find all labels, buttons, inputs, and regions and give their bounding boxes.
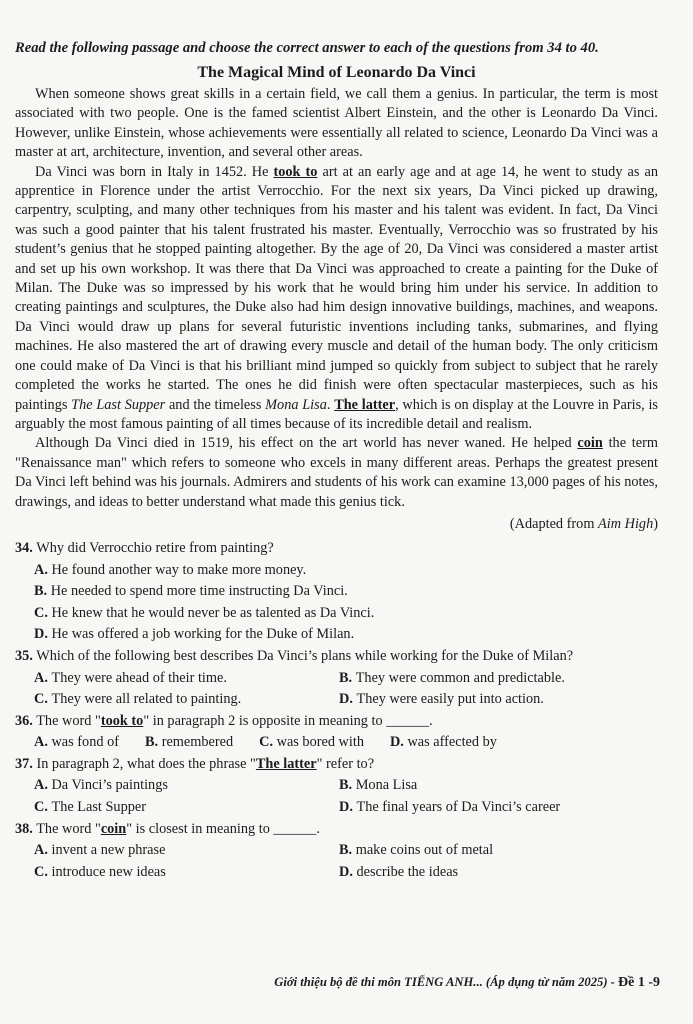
option-label: A. xyxy=(34,842,48,859)
option-label: B. xyxy=(144,734,159,751)
option-label: C. xyxy=(259,734,274,751)
exam-page xyxy=(15,38,658,883)
question-text-pre: In paragraph 2, what does the phrase " xyxy=(36,755,256,772)
p2-text-b: art at an early age and at age 14, he went to study as an apprentice in Florence under the artist Verrocchio. For the next six years, Da Vinci picked up drawing, carpentry, sculpting, and many other techniques from his master and his talent was evident. In fact, Da Vinci was such a good painter that his talent frustrated his master. Eventually, Verrocchio was so frustrated by his student’s genius that he stopped painting altogether. By the age of 20, Da Vinci was considered a master artist and set up his own workshop. It was there that Da Vinci was approached to create a painting for the Duke of Milan. The Duke was so impressed by his work that he would bring him under his service. In addition to creating paintings and sculptures, the Duke also had him design innovative buildings, machines, and weapons. Da Vinci would draw up plans for several futuristic inventions including tanks, submarines, and flying machines. He also mastered the art of drawing every muscle and detail of the human body. The only criticism one could make of Da Vinci is that his brilliant mind jumped so quickly from subject to subject that he rarely completed the works he started. The ones he did finish were often spectacular masterpieces, such as his paintings xyxy=(15,163,658,413)
instruction: Read the following passage and choose the correct answer to each of the questions from 34 to 40. xyxy=(15,40,599,56)
title-last-supper: The Last Supper xyxy=(71,396,166,413)
option-d[interactable] xyxy=(339,689,644,711)
option-text: was fond of xyxy=(51,734,119,751)
option-text: introduce new ideas xyxy=(51,863,166,880)
option-text: They were all related to painting. xyxy=(51,691,242,708)
option-text: They were common and predictable. xyxy=(355,669,565,686)
option-label: D. xyxy=(339,799,353,816)
underlined-coin: coin xyxy=(577,435,603,452)
p3-text-a: Although Da Vinci died in 1519, his effect on the art world has never waned. He helped xyxy=(35,435,578,452)
question-keyword: coin xyxy=(100,820,127,837)
footer-page-number: Đề 1 -9 xyxy=(618,975,660,990)
option-c[interactable] xyxy=(34,603,658,625)
option-label: D. xyxy=(339,691,353,708)
option-b[interactable] xyxy=(339,840,644,862)
question-keyword: The latter xyxy=(255,755,317,772)
page-footer xyxy=(230,975,660,991)
paragraph-1: When someone shows great skills in a certain field, we call them a genius. In particular, the term is most associated with two people. One is the famed scientist Albert Einstein, and the other is Leonardo Da Vinci. However, unlike Einstein, whose achievements were essentially all related to science, Leonardo Da Vinci was a master at art, architecture, invention, and several other areas. xyxy=(15,86,658,161)
question-text: Why did Verrocchio retire from painting? xyxy=(36,539,274,556)
option-text: They were easily put into action. xyxy=(356,691,544,708)
question-text-post: " is closest in meaning to ______. xyxy=(126,820,320,837)
option-a[interactable] xyxy=(34,560,658,582)
passage-title: The Magical Mind of Leonardo Da Vinci xyxy=(197,64,476,81)
option-text: The Last Supper xyxy=(51,799,146,816)
option-c[interactable] xyxy=(34,689,339,711)
title-mona-lisa: Mona Lisa xyxy=(265,396,327,413)
question-text-post: " refer to? xyxy=(316,755,375,772)
paragraph-3 xyxy=(15,434,658,512)
option-text: describe the ideas xyxy=(356,863,459,880)
source-prefix: (Adapted from xyxy=(509,515,599,532)
option-label: A. xyxy=(34,561,48,578)
question-number: 37. xyxy=(15,755,33,772)
option-text: Mona Lisa xyxy=(355,777,418,794)
option-text: was affected by xyxy=(407,734,497,751)
option-label: A. xyxy=(34,777,48,794)
option-text: remembered xyxy=(161,734,234,751)
option-a[interactable] xyxy=(34,775,339,797)
option-label: D. xyxy=(34,626,48,643)
question-keyword: took to xyxy=(100,712,144,729)
question-text-pre: The word " xyxy=(36,712,101,729)
option-label: B. xyxy=(339,669,353,686)
question-text-pre: The word " xyxy=(36,820,101,837)
question-37 xyxy=(15,754,658,819)
option-b[interactable] xyxy=(339,668,644,690)
question-number: 38. xyxy=(15,820,33,837)
option-label: A. xyxy=(34,734,48,751)
option-text: They were ahead of their time. xyxy=(51,669,227,686)
option-text: The final years of Da Vinci’s career xyxy=(356,799,561,816)
p2-text-c: and the timeless xyxy=(165,396,266,413)
p2-text-a: Da Vinci was born in Italy in 1452. He xyxy=(35,163,274,180)
option-a[interactable] xyxy=(34,668,339,690)
option-c[interactable] xyxy=(34,862,339,884)
option-text: was bored with xyxy=(276,734,364,751)
option-text: invent a new phrase xyxy=(51,842,166,859)
option-label: B. xyxy=(339,842,353,859)
question-number: 34. xyxy=(15,539,33,556)
option-c[interactable] xyxy=(259,732,364,754)
option-label: D. xyxy=(339,863,353,880)
question-number: 36. xyxy=(15,712,33,729)
question-text-post: " in paragraph 2 is opposite in meaning to ______. xyxy=(143,712,433,729)
option-label: C. xyxy=(34,604,48,621)
option-b[interactable] xyxy=(339,775,644,797)
option-text: make coins out of metal xyxy=(355,842,494,859)
option-d[interactable] xyxy=(34,624,658,646)
option-text: He knew that he would never be as talented as Da Vinci. xyxy=(51,604,375,621)
source-suffix: ) xyxy=(653,515,658,532)
option-a[interactable] xyxy=(34,840,339,862)
option-label: C. xyxy=(34,799,48,816)
question-36 xyxy=(15,711,658,754)
option-text: Da Vinci’s paintings xyxy=(51,777,168,794)
question-35 xyxy=(15,646,658,711)
question-34 xyxy=(15,538,658,646)
option-a[interactable] xyxy=(34,732,119,754)
option-text: He needed to spend more time instructing Da Vinci. xyxy=(50,583,348,600)
option-label: C. xyxy=(34,691,48,708)
option-text: He was offered a job working for the Duke of Milan. xyxy=(51,626,355,643)
option-label: B. xyxy=(34,583,48,600)
option-label: D. xyxy=(389,734,404,751)
paragraph-2 xyxy=(15,163,658,435)
question-38 xyxy=(15,819,658,884)
p2-text-e: , which is on display at the Louvre in Paris, is arguably the most famous painting of all times because of its incredible detail and realism. xyxy=(15,396,658,432)
p2-text-d: . xyxy=(326,396,335,413)
question-number: 35. xyxy=(15,647,33,664)
option-label: B. xyxy=(339,777,353,794)
option-label: C. xyxy=(34,863,48,880)
option-d[interactable] xyxy=(339,862,644,884)
source-citation xyxy=(15,514,658,534)
underlined-took-to: took to xyxy=(273,163,318,180)
option-label: A. xyxy=(34,669,48,686)
option-b[interactable] xyxy=(34,581,658,603)
option-d[interactable] xyxy=(339,797,644,819)
option-d[interactable] xyxy=(390,732,497,754)
option-text: He found another way to make more money. xyxy=(51,561,307,578)
option-b[interactable] xyxy=(145,732,233,754)
p3-text-b: the term "Renaissance man" which refers to someone who excels in many different areas. Perhaps the greatest present Da Vinci left behind was his journals. Admirers and students of his work can examine 13,000 pages of his notes, drawings, and ideas to better understand what made this genius tick. xyxy=(15,435,658,510)
footer-text: Giới thiệu bộ đề thi môn TIẾNG ANH... (Áp dụng từ năm 2025) - xyxy=(274,975,618,989)
question-text: Which of the following best describes Da Vinci’s plans while working for the Duke of Milan? xyxy=(36,647,574,664)
underlined-the-latter: The latter xyxy=(334,396,396,413)
option-c[interactable] xyxy=(34,797,339,819)
source-book: Aim High xyxy=(598,515,654,532)
